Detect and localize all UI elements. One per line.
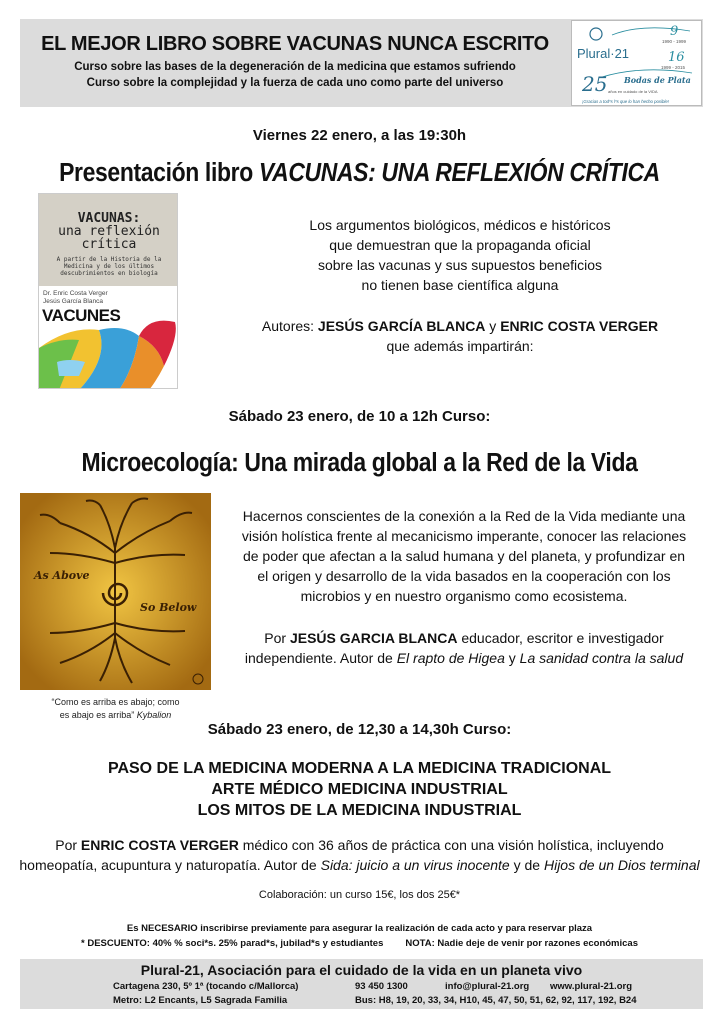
speaker-book-2: La sanidad contra la salud: [519, 650, 684, 666]
footer-org-name: Plural-21, Asociación para el cuidado de la vida en un planeta vivo: [140, 962, 583, 978]
book-cover-image: [38, 193, 178, 389]
author-garcia-blanca: JESÚS GARCÍA BLANCA: [317, 318, 486, 334]
event1-title-book: VACUNAS: UNA REFLEXIÓN CRÍTICA: [258, 159, 660, 187]
event3-speaker: [10, 835, 709, 875]
speaker-book-1: El rapto de Higea: [396, 650, 505, 666]
speaker-name: JESÚS GARCIA BLANCA: [289, 630, 458, 646]
book-cover-authors: [43, 290, 108, 306]
speaker-and: y: [504, 650, 520, 666]
discount-text: * DESCUENTO: 40% % soci*s. 25% parad*s, jubilad*s y estudiantes: [81, 938, 384, 949]
header-banner: [20, 19, 703, 107]
speaker-name: ENRIC COSTA VERGER: [80, 837, 239, 853]
registration-notice: Es NECESARIO inscribirse previamente para asegurar la realización de cada acto y para reservar plaza: [126, 923, 593, 934]
plural21-logo: [571, 20, 702, 106]
event3-title-line: ARTE MÉDICO MEDICINA INDUSTRIAL: [211, 781, 508, 798]
book-author-1: Dr. Enric Costa Verger: [43, 290, 108, 297]
svg-text:25: 25: [582, 72, 608, 96]
event2-desc-line: de poder que afectan a la salud humana y del planeta, y profundizar en: [242, 548, 686, 564]
event2-speaker-line-2: [220, 648, 708, 668]
event1-desc-line: Los argumentos biológicos, médicos e históricos: [309, 217, 611, 233]
event2-title: Microecología: Una mirada global a la Red de la Vida: [81, 449, 638, 477]
speaker-author-of: independiente. Autor de: [244, 650, 397, 666]
authors-and: y: [485, 318, 501, 334]
svg-text:¡Gracias a tod*s l*s que lo ha: ¡Gracias a tod*s l*s que lo han hecho posible!: [582, 99, 669, 104]
book-cover-title: [39, 212, 178, 251]
book-title-line-3: crítica: [81, 237, 137, 252]
tree-of-life-image: [20, 493, 211, 690]
book-author-2: Jesús García Blanca: [43, 298, 103, 305]
book-cover-word: VACUNES: [42, 306, 121, 325]
header-subtitle-2: Curso sobre la complejidad y la fuerza de cada uno como parte del universo: [86, 77, 504, 89]
svg-text:1999 - 2015: 1999 - 2015: [661, 65, 686, 70]
svg-text:años en cuidado de la VIDA: años en cuidado de la VIDA: [608, 89, 658, 94]
by-label: Por: [55, 837, 81, 853]
event3-date: Sábado 23 enero, de 12,30 a 14,30h Curso:: [207, 721, 512, 738]
event3-title-line: LOS MITOS DE LA MEDICINA INDUSTRIAL: [197, 802, 522, 819]
event1-desc-line: no tienen base científica alguna: [361, 277, 559, 293]
header-subtitle-1: Curso sobre las bases de la degeneración de la medicina que estamos sufriendo: [74, 61, 516, 73]
book-title-line-2: una reflexión: [58, 224, 160, 239]
page-title: EL MEJOR LIBRO SOBRE VACUNAS NUNCA ESCRITO: [41, 33, 549, 55]
footer-bus: Bus: H8, 19, 20, 33, 34, H10, 45, 47, 50, 51, 62, 92, 117, 192, B24: [355, 995, 637, 1006]
svg-text:16: 16: [668, 50, 685, 65]
author-costa-verger: ENRIC COSTA VERGER: [500, 318, 659, 334]
footer-website[interactable]: www.plural-21.org: [550, 981, 632, 992]
footer-email[interactable]: info@plural-21.org: [445, 981, 530, 992]
book-cover-art: [39, 318, 178, 389]
event1-date: Viernes 22 enero, a las 19:30h: [252, 127, 467, 144]
authors-label: Autores:: [261, 318, 318, 334]
event2-desc-line: microbios y en nuestro organismo como ecosistema.: [300, 588, 628, 604]
collaboration-price: Colaboración: un curso 15€, los dos 25€*: [258, 889, 461, 901]
speaker-and: y de: [509, 857, 544, 873]
speaker-role: educador, escritor e investigador: [457, 630, 664, 646]
svg-text:9: 9: [670, 24, 679, 39]
event2-desc-line: visión holística frente al mecanicismo imperante, conocer las relaciones: [241, 528, 687, 544]
event1-desc-line: sobre las vacunas y sus supuestos beneficios: [317, 257, 603, 273]
footer-metro: Metro: L2 Encants, L5 Sagrada Familia: [113, 995, 288, 1006]
speaker-book-1: Sida: juicio a un virus inocente: [320, 857, 510, 873]
tree-caption: [20, 696, 211, 722]
tree-illustration: [20, 493, 211, 690]
footer-address: Cartagena 230, 5º 1ª (tocando c/Mallorca): [113, 981, 299, 992]
speaker-specialties: homeopatía, acupuntura y naturopatía. Autor de: [19, 857, 321, 873]
event3-speaker-line-2: [10, 855, 709, 875]
speaker-book-2: Hijos de un Dios terminal: [543, 857, 700, 873]
event3-speaker-line-1: [10, 835, 709, 855]
event2-date: Sábado 23 enero, de 10 a 12h Curso:: [228, 408, 491, 425]
footer-phone: 93 450 1300: [355, 981, 408, 992]
book-cover-top: [39, 194, 178, 286]
svg-text:Bodas de Plata: Bodas de Plata: [624, 75, 691, 85]
economic-note: NOTA: Nadie deje de venir por razones económicas: [405, 938, 638, 949]
by-label: Por: [264, 630, 290, 646]
event3-titles: [0, 758, 719, 821]
svg-text:Plural·21: Plural·21: [577, 46, 630, 61]
event1-desc-line: que demuestran que la propaganda oficial: [329, 237, 591, 253]
event1-title: [36, 159, 683, 188]
tree-text-so-below: So Below: [140, 601, 197, 614]
event1-authors-line: [200, 316, 719, 336]
caption-line-1: “Como es arriba es abajo; como: [51, 697, 180, 707]
book-cover-subtitle: A partir de la Historia de la Medicina y de los últimos descubrimientos en biología: [56, 256, 162, 277]
event1-authors-note: que además impartirán:: [386, 338, 534, 354]
footer-banner: [20, 959, 703, 1009]
book-title-line-1: VACUNAS:: [77, 211, 141, 226]
speaker-role: médico con 36 años de práctica con una visión holística, incluyendo: [238, 837, 664, 853]
svg-text:1990 - 1999: 1990 - 1999: [662, 39, 687, 44]
event2-speaker-line-1: [220, 628, 708, 648]
caption-quote-end: es abajo es arriba”: [59, 710, 137, 720]
event1-title-plain: Presentación libro: [59, 159, 259, 187]
event1-description: [240, 215, 680, 295]
event2-desc-line: el origen y desarrollo de la vida basados en la cooperación con los: [257, 568, 671, 584]
event2-speaker: [220, 628, 708, 668]
caption-source: Kybalion: [136, 710, 172, 720]
event3-title-line: PASO DE LA MEDICINA MODERNA A LA MEDICINA TRADICIONAL: [107, 760, 612, 777]
event2-desc-line: Hacernos conscientes de la conexión a la Red de la Vida mediante una: [242, 508, 686, 524]
event2-description: [220, 506, 708, 606]
discount-line: [0, 938, 719, 949]
tree-text-as-above: As Above: [34, 569, 90, 582]
event1-authors: [200, 316, 719, 356]
